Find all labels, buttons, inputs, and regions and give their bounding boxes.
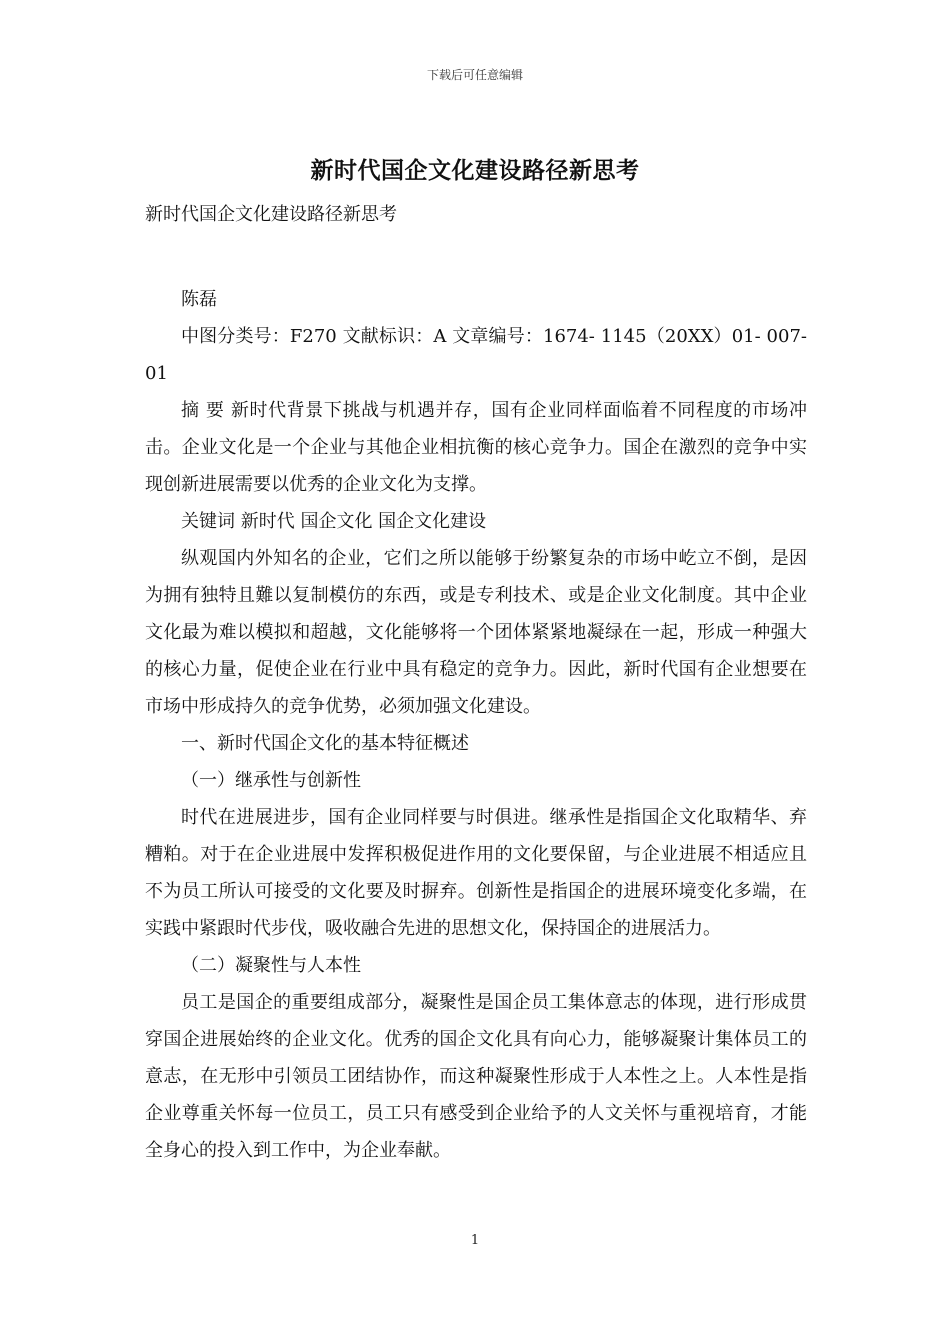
subsection-heading: （二）凝聚性与人本性 bbox=[181, 955, 361, 976]
body-paragraph: 员工是国企的重要组成部分，凝聚性是国企员工集体意志的体现，进行形成贯穿国企进展始终的企业文化。优秀的国企文化具有向心力，能够凝聚计集体员工的意志，在无形中引领员工团结协作，而这种凝聚性形成于人本性之上。人本性是指企业尊重关怀每一位员工，员工只有感受到企业给予的人文关怀与重视培育，才能全身心的投入到工作中，为企业奉献。 bbox=[145, 992, 807, 1161]
abstract: 摘 要 新时代背景下挑战与机遇并存，国有企业同样面临着不同程度的市场冲击。企业文化是一个企业与其他企业相抗衡的核心竞争力。国企在激烈的竞争中实现创新进展需要以优秀的企业文化为支撑。 bbox=[145, 400, 807, 495]
subsection-heading: （一）继承性与创新性 bbox=[181, 770, 361, 791]
page-number: 1 bbox=[470, 1233, 480, 1248]
page-header: 下载后可任意编辑 bbox=[426, 68, 523, 82]
section-heading: 一、新时代国企文化的基本特征概述 bbox=[181, 733, 469, 754]
intro-paragraph: 纵观国内外知名的企业，它们之所以能够于纷繁复杂的市场中屹立不倒，是因为拥有独特且難以复制模仿的东西，或是专利技术、或是企业文化制度。其中企业文化最为难以模拟和超越，文化能够将一个团体紧紧地凝绿在一起，形成一种强大的核心力量，促使企业在行业中具有稳定的竞争力。因此，新时代国有企业想要在市场中形成持久的竞争优势，必须加强文化建设。 bbox=[145, 548, 807, 717]
subtitle: 新时代国企文化建设路径新思考 bbox=[145, 204, 397, 225]
document-title: 新时代国企文化建设路径新思考 bbox=[310, 157, 640, 184]
author: 陈磊 bbox=[181, 289, 217, 310]
keywords: 关键词 新时代 国企文化 国企文化建设 bbox=[181, 511, 487, 532]
classification-line: 中图分类号：F270 文献标识：A 文章编号：1674- 1145（20XX）01- 007-01 bbox=[145, 326, 807, 384]
body-paragraph: 时代在进展进步，国有企业同样要与时俱进。继承性是指国企文化取精华、弃糟粕。对于在企业进展中发挥积极促进作用的文化要保留，与企业进展不相适应且不为员工所认可接受的文化要及时摒弃。创新性是指国企的进展环境变化多端，在实践中紧跟时代步伐，吸收融合先进的思想文化，保持国企的进展活力。 bbox=[145, 807, 807, 939]
spacer bbox=[145, 233, 807, 281]
document-body bbox=[145, 196, 807, 1169]
